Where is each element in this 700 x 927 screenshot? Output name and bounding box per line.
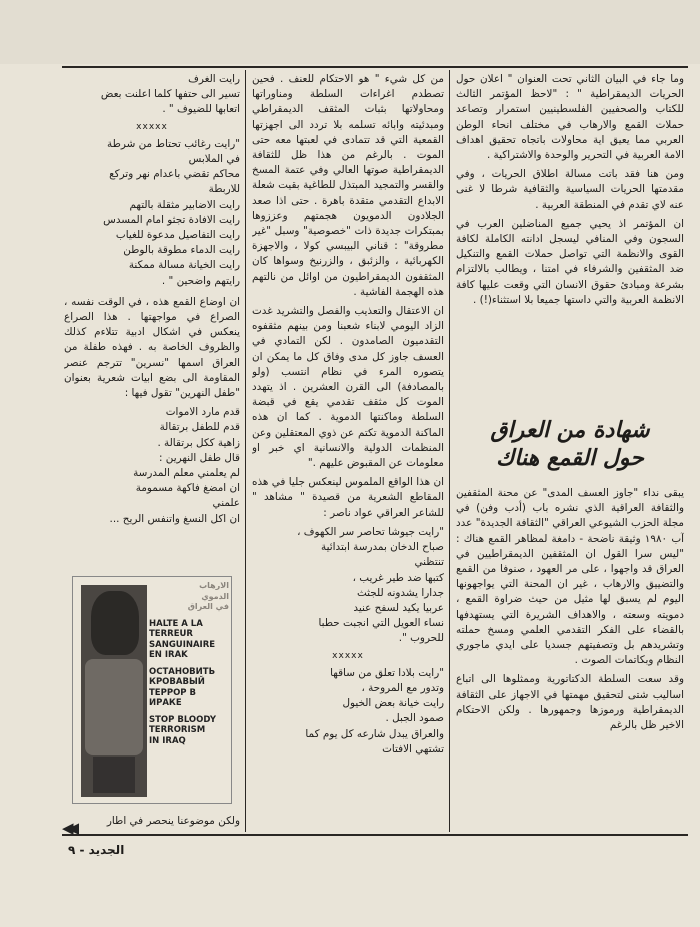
paragraph: ان المؤتمر اذ يحيي جميع المناضلين العرب في السجون وفي المنافي ليسجل ادانته الكاملة لكافة القوى والانظمة التي تواصل حملات القمع والتنكيل ضد المثقفين والشرفاء في امتنا ، ويطالب بالالتزام بشرعة ومبادئ حقوق الانسان التي وقعت عليها كافة الانظمة العربية والتي داستها جميعا بلا استثناء(!) . (456, 217, 684, 306)
poster-french: HALTE A LA (149, 618, 203, 629)
article-title (456, 416, 684, 482)
poster-russian: ТЕРРОР В ИРАКЕ (149, 687, 196, 708)
title-line-1: شهادة من العراق (490, 417, 650, 443)
poem-line: محاكم تقضي باعدام نهر وتركع (109, 168, 240, 181)
poster-russian: ОСТАНОВИТЬ (149, 666, 216, 677)
poster-french: SANGUINAIRE (149, 639, 216, 650)
poem-line: والعراق يبدل شارعه كل يوم كما (305, 727, 444, 740)
poster-arabic: الارهاب (199, 581, 229, 590)
poster-french: TERREUR (149, 629, 193, 639)
right-column-lower (456, 486, 684, 832)
poem-line: تنتظني (414, 556, 444, 569)
poster-arabic: في العراق (187, 602, 229, 611)
poem-line: ان اكل النسغ واتنفس الريح ... (109, 512, 240, 525)
left-column (64, 72, 240, 572)
poem-line: رايت الاضابير مثقلة بالتهم (129, 198, 240, 211)
paragraph: من كل شيء " هو الاحتكام للعنف . فحين تصطدم اغراءات السلطة ومناوراتها ومحاولاتها بثبات المثقف الديمقراطي ومبدئيته وابائه تسلمه بلا تردد الى اجهزتها القمعية التي قد تتمادى في لعبتها معه حتى الموت . بالرغم من هذا ظل للثقافة الديمقراطية صوتها العالي وفي عتمة المسخ والقسر والتمجيد المبتذل للطاغية بقيت شعلة الابداع التقدمي متقدة باهرة . حتى اذا صعد الجلادون الدمويون هجمتهم وعززوها بمبتكرات جديدة ذات "خصوصية" وسبل "غير مطروقة" : قناني البيبسي كولا ، والاجهزة الكهربائية ، والزئبق ، والزرنيخ وسواها كان المثقفون الديمقراطيون من اوائل من نالتهم هذه الهجمة الفاشية . (252, 73, 444, 298)
poem-line: للحروب ". (398, 632, 444, 645)
poem-line: صباح الدخان بمدرسة ابتدائية (321, 541, 444, 554)
paragraph: ان الاعتقال والتعذيب والفصل والتشريد غدت الزاد اليومي لابناء شعبنا ومن بينهم مثقفوه التقدميون الصامدون . لكن التمادي في العسف جاوز كل مدى وفاق كل ما يمكن ان يتصوره المرء في نظام انتسب (ولو بالمصادفة) الى القرن العشرين . اذ يتهدد الموت كل مثقف تقدمي يقع في قبضة السلطة وماكنتها الدموية . كما ان هذه الماكنة الدموية تكتم عن ذوي المعتقلين وعن المنظمات الدولية والانسانية اي خبر او معلومات عن المقبوض عليهم ." (252, 305, 444, 470)
poem-line: لم يعلمني معلم المدرسة (133, 467, 240, 480)
poster-english: STOP BLOODY (149, 714, 216, 725)
poem-line: "رايت رغائب تحتاط من شرطة (107, 137, 240, 150)
poster-french: EN IRAK (149, 650, 188, 660)
poster-figure (81, 585, 147, 797)
continue-arrow-icon: ◀◀ (62, 819, 74, 837)
bottom-rule (62, 834, 688, 836)
poem-line: تسير الى حتفها كلما اعلنت بعض (100, 88, 240, 101)
poster-english: IN IRAQ (149, 735, 186, 746)
poem-line: جدارا يشدونه للجثث (356, 586, 444, 599)
continuation-line: ولكن موضوعنا ينحصر في اطار (106, 815, 240, 827)
poster-russian: КРОВАВЫЙ (149, 677, 205, 687)
poem-line: رايتهم واضحين " . (161, 274, 240, 287)
poem-line: رايت الغرف (188, 73, 240, 85)
poem-line: للاربطة (208, 183, 240, 196)
title-line-2: حول القمع هناك (496, 445, 644, 471)
section-separator: xxxxx (332, 650, 364, 661)
column-divider-right (449, 70, 450, 832)
paragraph: وقد سعت السلطة الدكتاتورية وممثلوها الى اتباع اساليب شتى لتحقيق مهمتها في الاجهاز على الثقافة الديمقراطية ورموزها وجمهورها . ولكن الاحتكام الاخير ظل بالرغم (456, 673, 684, 732)
poem-line: "رايت جيوشا تحاصر سر الكهوف ، (297, 525, 444, 538)
paragraph: ومن هنا فقد باتت مسالة اطلاق الحريات ، وفي مقدمتها الحريات السياسية والثقافية شرطا لا غنى عنه لاي تقدم في المنطقة العربية . (456, 168, 684, 211)
poem-line: قدم مارد الاموات (165, 406, 240, 419)
poem-line: تشتهي الافتات (382, 742, 444, 755)
section-separator: xxxxx (136, 121, 168, 132)
right-column-upper (456, 72, 684, 412)
protest-poster-image (72, 576, 232, 804)
poem-line: رايت التفاصيل مدعوة للغياب (115, 229, 240, 242)
page-top-margin (0, 0, 700, 64)
poem-line: قدم للطفل برتقالة (159, 421, 240, 434)
poster-english: TERRORISM (149, 725, 206, 735)
paragraph: وما جاء في البيان الثاني تحت العنوان " اعلان حول الحريات الديمقراطية " : "لاحظ المؤتمر الثالث للكتاب والصحفيين الفلسطينيين استمرار وتصاعد حملات القمع والارهاب في مختلف انحاء الوطن العربي مما يعيق اية محاولات باتجاه تحقيق اهداف الامة العربية في التحرير والوحدة والاشتراكية . (456, 73, 684, 162)
poem-line: رايت الخيانة مسالة ممكنة (128, 259, 240, 272)
poem-line: نساء العويل التي انجبت حطبا (318, 617, 444, 630)
poster-arabic: الدموي (201, 591, 229, 601)
middle-column (252, 72, 444, 832)
poem-line: صمود الجبل . (385, 712, 444, 725)
top-rule (62, 66, 688, 68)
poem-line: علمني (212, 497, 240, 510)
poem-line: اتعابها للضيوف " . (162, 103, 240, 116)
poem-line: رايت الدماء مطوقة بالوطن (123, 244, 240, 257)
poem-line: عربيا يكيد لسفح عنيد (353, 601, 444, 614)
poem-line: "رايت بلادا تعلق من ساقها (330, 666, 444, 679)
poster-text (149, 581, 229, 746)
poem-line: وتدور مع المروحة ، (361, 681, 444, 694)
column-divider-left (245, 70, 246, 832)
poem-line: قال طفل النهرين : (159, 451, 240, 464)
poem-line: في الملابس (188, 153, 240, 166)
poem-line: زاهية ككل برتقالة . (157, 436, 240, 449)
paragraph: يبقى نداء "جاوز العسف المدى" عن محنة المثقفين والثقافة العراقية الذي نشره باب (أدب وفن) في مجلة الحزب الشيوعي العراقي "الثقافة الجديدة" عدد آب ١٩٨٠ وثيقة ناضحة - دامغة لمظاهر القمع هناك : "ليس سرا القول ان المثقفين الديمقراطيين في العراق قد واجهوا ، على مر العهود ، صنوفا من القمع والتضييق والارهاب ، غير ان المحنة التي يواجهونها اليوم لم يسبق لها مثيل من حيث ضراوة القمع ، دمويته وسعته ، والاهداف الشريرة التي يستهدفها بالقضاء على الفكر التقدمي العلمي ومسخ حملته وتشريدهم بل وتصفيتهم جسديا على ايدي ماجوري النظام وبكاتمات الصوت . (456, 487, 684, 667)
paragraph: ان هذا الواقع الملموس لينعكس جليا في هذه المقاطع الشعرية من قصيدة " مشاهد " للشاعر العراقي عواد ناصر : (252, 476, 444, 519)
poem-line: كتبها ضد طير غريب ، (352, 571, 444, 584)
paragraph: ان اوضاع القمع هذه ، في الوقت نفسه ، الصراع في مواجهتها . هذا الصراع ينعكس في اشكال ادبية تتلاءم كذلك والظروف الخاصة به . فهذه طفلة من العراق اسمها "نسرين" تترجم عنصر المقاومة الى بضع ابيات شعرية بعنوان "طفل النهرين" تقول فيها : (64, 295, 240, 400)
page-folio: الجديد - ٩ (68, 843, 125, 857)
poem-line: رايت خيانة بعض الخيول (342, 697, 444, 710)
poem-line: ان امضغ فاكهة مسمومة (135, 482, 240, 495)
poem-line: رايت الافادة تجثو امام المسدس (103, 213, 240, 226)
